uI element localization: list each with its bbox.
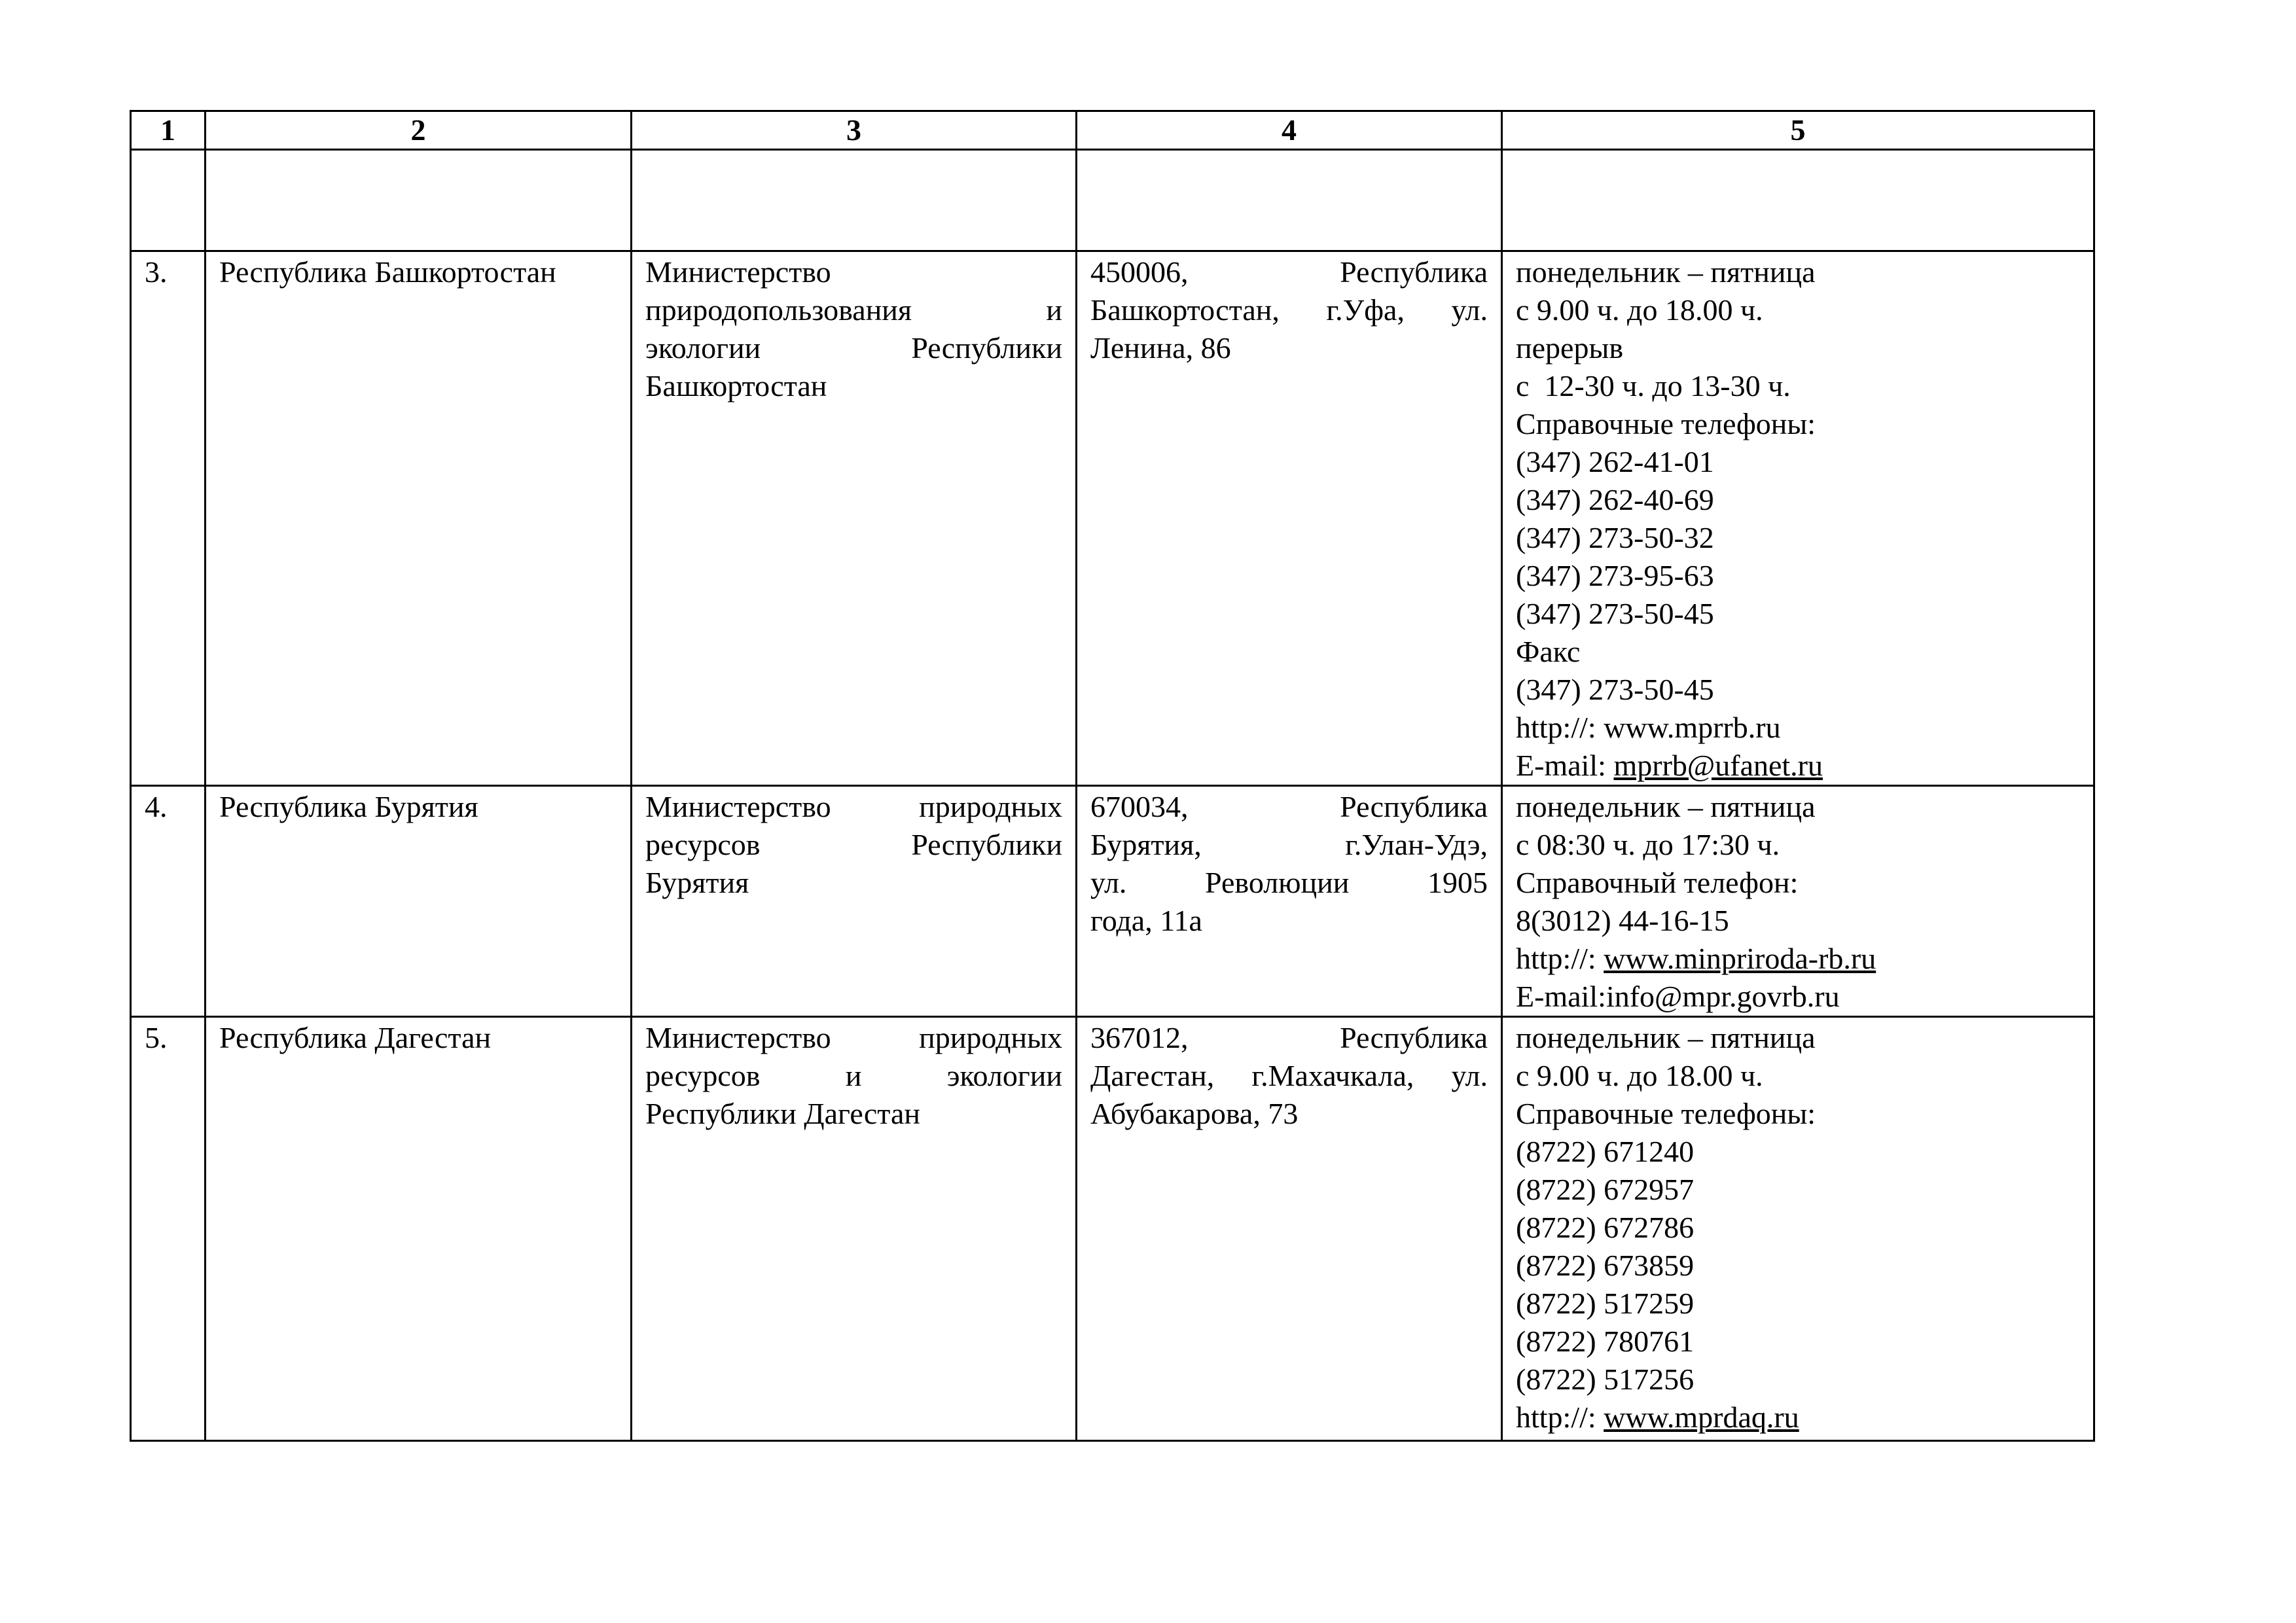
fax-number: (347) 273-50-45 bbox=[1516, 673, 1714, 706]
email-link[interactable]: mprrb@ufanet.ru bbox=[1613, 749, 1823, 782]
column-number-2: 2 bbox=[206, 111, 632, 150]
phone-number: (347) 273-50-45 bbox=[1516, 597, 1714, 630]
column-number-3: 3 bbox=[632, 111, 1077, 150]
work-hours: с 9.00 ч. до 18.00 ч. bbox=[1516, 293, 1763, 327]
row-number: 3. bbox=[131, 251, 206, 786]
fax-label: Факс bbox=[1516, 635, 1581, 668]
row-number: 5. bbox=[131, 1017, 206, 1441]
empty-row bbox=[131, 150, 2094, 251]
work-schedule: понедельник – пятница bbox=[1516, 255, 1816, 289]
phones-label: Справочные телефоны: bbox=[1516, 1097, 1816, 1130]
empty-cell bbox=[206, 150, 632, 251]
work-hours: с 08:30 ч. до 17:30 ч. bbox=[1516, 828, 1780, 861]
contacts bbox=[1502, 251, 2094, 786]
regions-table bbox=[130, 110, 2095, 1442]
phones-label: Справочные телефоны: bbox=[1516, 407, 1816, 440]
phone-number: 8(3012) 44-16-15 bbox=[1516, 904, 1729, 937]
phone-number: (8722) 672786 bbox=[1516, 1211, 1695, 1244]
phone-number: (347) 273-95-63 bbox=[1516, 559, 1714, 592]
address: 367012, Республика Дагестан, г.Махачкала, ул. Абубакарова, 73 bbox=[1077, 1017, 1502, 1441]
phone-number: (8722) 672957 bbox=[1516, 1173, 1695, 1206]
website-link[interactable]: www.minpriroda-rb.ru bbox=[1604, 942, 1876, 975]
website-line: http://: www.minpriroda-rb.ru bbox=[1516, 942, 1876, 975]
phone-number: (347) 273-50-32 bbox=[1516, 521, 1714, 554]
ministry-name: Министерство природных ресурсов Республики Бурятия bbox=[632, 786, 1077, 1017]
contacts bbox=[1502, 786, 2094, 1017]
table-row bbox=[131, 1017, 2094, 1441]
phone-number: (8722) 780761 bbox=[1516, 1325, 1695, 1358]
email-line: E-mail: mprrb@ufanet.ru bbox=[1516, 749, 1823, 782]
empty-cell bbox=[131, 150, 206, 251]
column-number-header-row bbox=[131, 111, 2094, 150]
phone-number: (8722) 673859 bbox=[1516, 1249, 1695, 1282]
website-link[interactable]: www.mprrb.ru bbox=[1604, 711, 1781, 744]
table-row bbox=[131, 251, 2094, 786]
ministry-name: Министерство природопользования и экологии Республики Башкортостан bbox=[632, 251, 1077, 786]
empty-cell bbox=[1077, 150, 1502, 251]
phone-number: (347) 262-41-01 bbox=[1516, 445, 1714, 478]
website-line: http://: www.mprrb.ru bbox=[1516, 711, 1781, 744]
phone-number: (8722) 517259 bbox=[1516, 1287, 1695, 1320]
phone-label: Справочный телефон: bbox=[1516, 866, 1799, 899]
work-schedule: понедельник – пятница bbox=[1516, 790, 1816, 823]
website-line: http://: www.mprdaq.ru bbox=[1516, 1400, 1799, 1434]
empty-cell bbox=[632, 150, 1077, 251]
column-number-5: 5 bbox=[1502, 111, 2094, 150]
ministry-name: Министерство природных ресурсов и экологии Республики Дагестан bbox=[632, 1017, 1077, 1441]
table-row bbox=[131, 786, 2094, 1017]
email-line[interactable]: E-mail:info@mpr.govrb.ru bbox=[1516, 980, 1840, 1013]
region-name: Республика Дагестан bbox=[206, 1017, 632, 1441]
contacts bbox=[1502, 1017, 2094, 1441]
website-link[interactable]: www.mprdaq.ru bbox=[1604, 1400, 1799, 1434]
row-number: 4. bbox=[131, 786, 206, 1017]
work-schedule: понедельник – пятница bbox=[1516, 1021, 1816, 1054]
phone-number: (8722) 671240 bbox=[1516, 1135, 1695, 1168]
region-name: Республика Башкортостан bbox=[206, 251, 632, 786]
region-name: Республика Бурятия bbox=[206, 786, 632, 1017]
address: 670034, Республика Бурятия, г.Улан-Удэ, ул. Революции 1905 года, 11а bbox=[1077, 786, 1502, 1017]
column-number-1: 1 bbox=[131, 111, 206, 150]
column-number-4: 4 bbox=[1077, 111, 1502, 150]
address: 450006, Республика Башкортостан, г.Уфа, ул. Ленина, 86 bbox=[1077, 251, 1502, 786]
phone-number: (8722) 517256 bbox=[1516, 1363, 1695, 1396]
work-hours: с 9.00 ч. до 18.00 ч. bbox=[1516, 1059, 1763, 1092]
phone-number: (347) 262-40-69 bbox=[1516, 483, 1714, 516]
break-hours: с 12-30 ч. до 13-30 ч. bbox=[1516, 369, 1791, 402]
break-label: перерыв bbox=[1516, 331, 1624, 365]
empty-cell bbox=[1502, 150, 2094, 251]
